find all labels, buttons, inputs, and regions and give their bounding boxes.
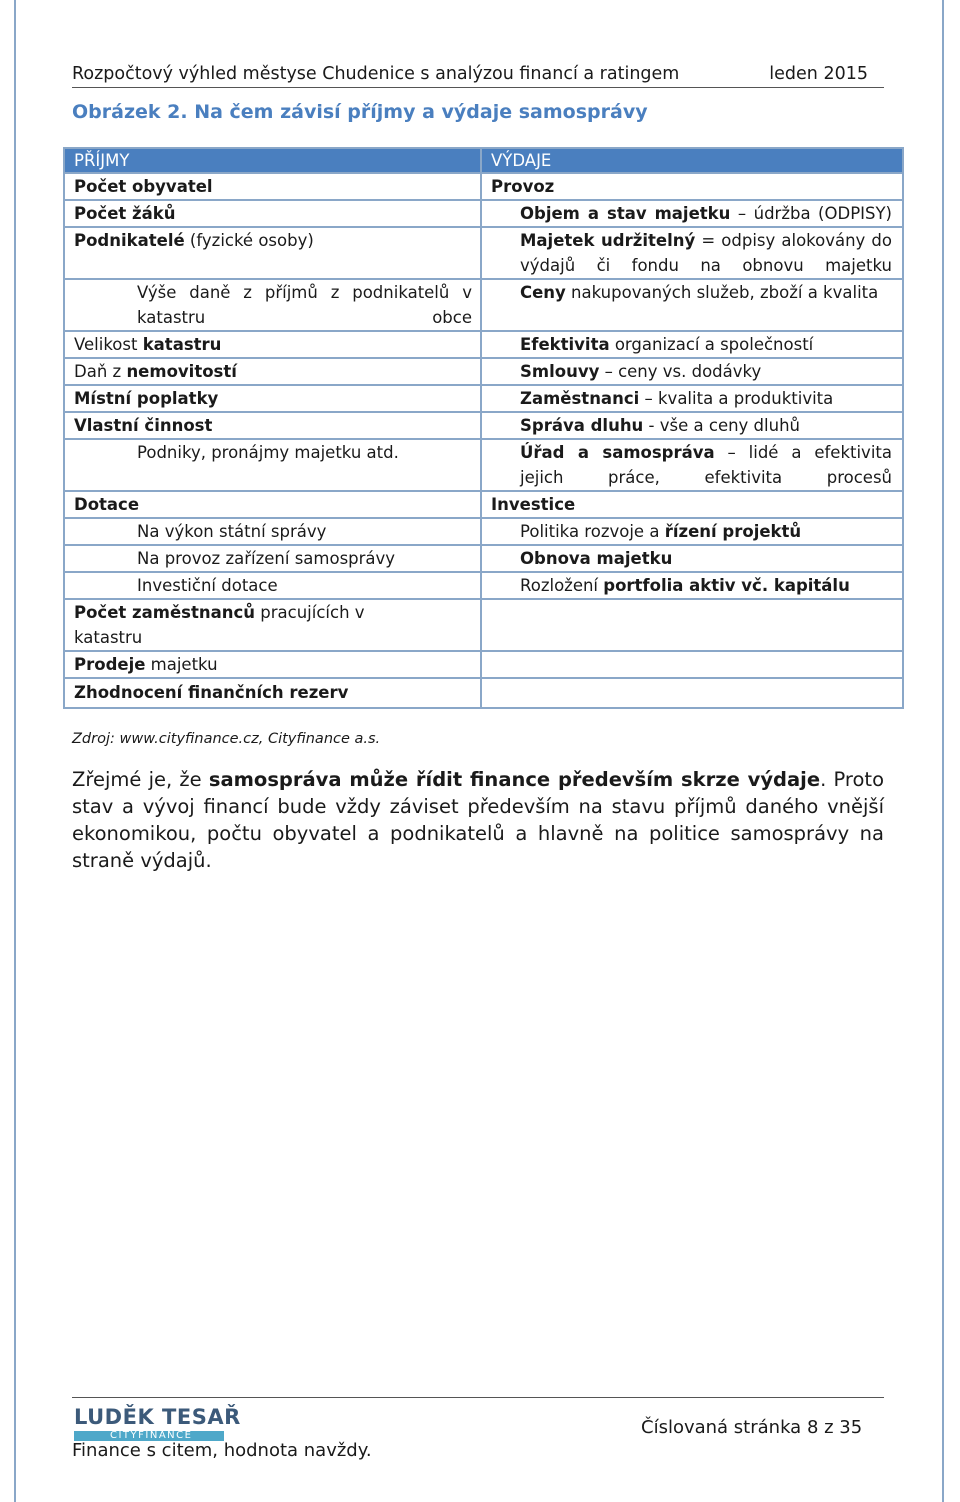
table-row bbox=[64, 651, 903, 678]
income-item: Počet zaměstnanců pracujících v katastru bbox=[74, 603, 365, 647]
table-row bbox=[64, 385, 903, 412]
expense-item: Rozložení portfolia aktiv vč. kapitálu bbox=[520, 576, 850, 595]
expense-item: Efektivita organizací a společností bbox=[520, 335, 814, 354]
table-header-row bbox=[64, 148, 903, 173]
page-frame-left bbox=[14, 0, 16, 1502]
table-row bbox=[64, 572, 903, 599]
income-expense-table bbox=[63, 147, 904, 709]
header-divider bbox=[72, 87, 884, 88]
logo-name: LUDĚK TESAŘ bbox=[74, 1405, 241, 1429]
emphasis-text: samospráva může řídit finance především skrze výdaje bbox=[208, 768, 821, 791]
table-row bbox=[64, 518, 903, 545]
table-row bbox=[64, 545, 903, 572]
expense-header bbox=[481, 148, 903, 173]
income-item: Velikost katastru bbox=[74, 335, 222, 354]
income-item: Podniky, pronájmy majetku atd. bbox=[137, 443, 399, 462]
income-item: Místní poplatky bbox=[74, 389, 219, 408]
expense-item: Správa dluhu - vše a ceny dluhů bbox=[520, 416, 800, 435]
header-title: Rozpočtový výhled městyse Chudenice s analýzou financí a ratingem bbox=[72, 64, 680, 84]
expense-item: Zaměstnanci – kvalita a produktivita bbox=[520, 389, 834, 408]
figure-title: Obrázek 2. Na čem závisí příjmy a výdaje samosprávy bbox=[72, 101, 648, 123]
table-row bbox=[64, 227, 903, 279]
income-item: Investiční dotace bbox=[137, 576, 278, 595]
logo-subtitle: CITYFINANCE bbox=[110, 1430, 193, 1441]
table-row bbox=[64, 439, 903, 491]
expense-item: Investice bbox=[491, 495, 576, 514]
income-item: Počet žáků bbox=[74, 204, 176, 223]
income-item: Daň z nemovitostí bbox=[74, 362, 237, 381]
income-header: PŘÍJMY bbox=[64, 148, 481, 173]
empty-cell bbox=[481, 651, 903, 678]
table-row bbox=[64, 331, 903, 358]
expense-item: Úřad a samospráva – lidé a efektivita jejich práce, efektivita procesů bbox=[520, 443, 892, 487]
conclusion-paragraph: Zřejmé je, že samospráva může řídit finance především skrze výdaje. Proto stav a vývoj financí bude vždy záviset především na stavu příjmů daného vnější ekonomikou, počtu obyvatel a podnikatelů a hlavně na politice samosprávy na straně výdajů. bbox=[72, 768, 884, 872]
income-item: Na výkon státní správy bbox=[137, 522, 327, 541]
income-item: Vlastní činnost bbox=[74, 416, 213, 435]
income-item: Podnikatelé (fyzické osoby) bbox=[74, 231, 314, 250]
table-row bbox=[64, 279, 903, 331]
expense-item: Majetek udržitelný = odpisy alokovány do výdajů či fondu na obnovu majetku bbox=[520, 231, 892, 275]
table-row bbox=[64, 412, 903, 439]
source-note: Zdroj: www.cityfinance.cz, Cityfinance a.s. bbox=[72, 731, 381, 747]
expense-item: Objem a stav majetku – údržba (ODPISY) bbox=[520, 204, 892, 223]
page-frame-right bbox=[942, 0, 944, 1502]
header-date: leden 2015 bbox=[769, 64, 868, 84]
expense-item: Smlouvy – ceny vs. dodávky bbox=[520, 362, 762, 381]
income-item: Na provoz zařízení samosprávy bbox=[137, 549, 396, 568]
table-row bbox=[64, 599, 903, 651]
table-row bbox=[64, 358, 903, 385]
footer-divider bbox=[72, 1397, 884, 1398]
income-item: Zhodnocení finančních rezerv bbox=[74, 683, 349, 702]
empty-cell bbox=[481, 599, 903, 651]
company-logo bbox=[74, 1405, 241, 1441]
expense-header-label: VÝDAJE bbox=[491, 151, 552, 170]
table-row bbox=[64, 491, 903, 518]
expense-item: Politika rozvoje a řízení projektů bbox=[520, 522, 802, 541]
footer-slogan: Finance s citem, hodnota navždy. bbox=[72, 1440, 372, 1461]
table-row bbox=[64, 200, 903, 227]
expense-item: Obnova majetku bbox=[520, 549, 673, 568]
income-item: Výše daně z příjmů z podnikatelů v katastru obce bbox=[137, 283, 472, 327]
income-item: Dotace bbox=[74, 495, 140, 514]
income-item: Počet obyvatel bbox=[74, 177, 213, 196]
expense-item: Ceny nakupovaných služeb, zboží a kvalita bbox=[520, 283, 879, 302]
income-item: Prodeje majetku bbox=[74, 655, 218, 674]
empty-cell bbox=[481, 678, 903, 708]
table-row bbox=[64, 173, 903, 200]
expense-item: Provoz bbox=[491, 177, 555, 196]
table-row bbox=[64, 678, 903, 708]
page-number: Číslovaná stránka 8 z 35 bbox=[641, 1417, 863, 1438]
